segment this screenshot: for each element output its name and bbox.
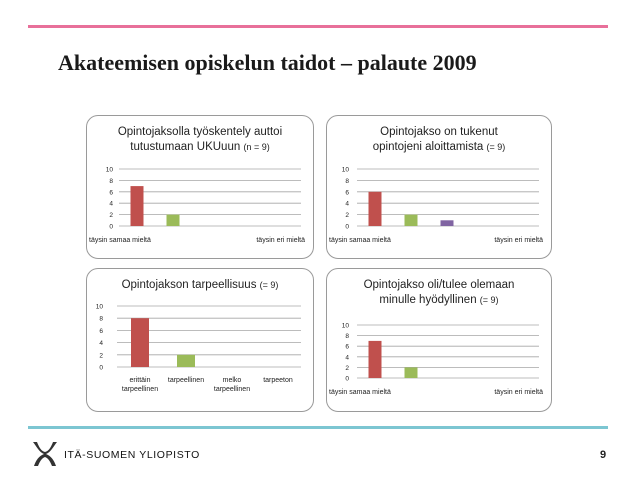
x-category-label: tarpeellinen	[167, 377, 205, 384]
y-tick-label: 2	[345, 212, 349, 220]
y-tick-label: 2	[109, 212, 113, 220]
y-tick-label: 6	[345, 189, 349, 197]
y-tick-label: 6	[109, 189, 113, 197]
y-tick-label: 0	[109, 223, 113, 231]
x-category-label: täysin samaa mieltä	[89, 237, 151, 244]
x-category-label: täysin eri mieltä	[256, 237, 305, 244]
x-category-label: melko	[222, 377, 242, 384]
bar-1	[369, 341, 382, 378]
page-number: 9	[600, 449, 607, 461]
x-category-label: tarpeellinen	[121, 386, 159, 393]
y-tick-label: 4	[109, 200, 113, 208]
y-tick-label: 4	[99, 340, 103, 348]
chart-title-line1: Opintojakso oli/tulee olemaan	[363, 279, 515, 291]
chart-panel-aloittaminen	[326, 115, 552, 259]
y-tick-label: 10	[105, 166, 113, 174]
y-tick-label: 8	[109, 177, 113, 185]
chart-panel-tarpeellisuus	[86, 268, 314, 412]
y-tick-label: 2	[345, 364, 349, 372]
y-tick-label: 6	[345, 343, 349, 351]
x-category-label: erittäin	[129, 377, 151, 384]
bar-2	[405, 367, 418, 378]
bar-1	[369, 192, 382, 226]
footer-university-name: ITÄ-SUOMEN YLIOPISTO	[64, 449, 200, 461]
y-tick-label: 8	[345, 333, 349, 341]
bar-chart	[327, 269, 551, 411]
y-tick-label: 0	[345, 223, 349, 231]
chart-n-label: (n = 9)	[243, 142, 270, 152]
y-tick-label: 6	[99, 327, 103, 335]
y-tick-label: 0	[99, 364, 103, 372]
bar-chart	[87, 269, 313, 411]
y-tick-label: 8	[345, 177, 349, 185]
y-tick-label: 4	[345, 354, 349, 362]
y-tick-label: 10	[95, 303, 103, 311]
y-tick-label: 8	[99, 315, 103, 323]
x-category-label: täysin eri mieltä	[494, 389, 543, 396]
bottom-rule	[28, 426, 608, 429]
bar-1	[131, 318, 149, 367]
x-category-label: tarpeellinen	[213, 386, 251, 393]
bar-chart	[87, 116, 313, 258]
y-tick-label: 10	[341, 322, 349, 330]
y-tick-label: 2	[99, 352, 103, 360]
chart-n-label: (= 9)	[479, 295, 499, 305]
x-category-label: täysin samaa mieltä	[329, 237, 391, 244]
chart-panel-hyodyllinen	[326, 268, 552, 412]
chart-title-line2: minulle hyödyllinen	[379, 294, 477, 306]
x-category-label: täysin samaa mieltä	[329, 389, 391, 396]
y-tick-label: 0	[345, 375, 349, 383]
y-tick-label: 4	[345, 200, 349, 208]
chart-title-line2: opintojeni aloittamista	[372, 141, 484, 153]
chart-title-line1: Opintojaksolla työskentely auttoi	[117, 126, 283, 138]
bar-2	[405, 215, 418, 226]
university-logo-icon	[30, 438, 60, 468]
chart-title-line2: tutustumaan UKUuun	[130, 141, 241, 153]
bar-3	[441, 220, 454, 226]
x-category-label: täysin eri mieltä	[494, 237, 543, 244]
chart-title-line1: Opintojakso on tukenut	[380, 126, 498, 138]
chart-panel-ukuun	[86, 115, 314, 259]
x-category-label: tarpeeton	[263, 377, 293, 384]
slide-title: Akateemisen opiskelun taidot – palaute 2009	[58, 50, 477, 75]
bar-chart	[327, 116, 551, 258]
chart-n-label: (= 9)	[259, 280, 279, 290]
top-rule	[28, 25, 608, 28]
bar-1	[131, 186, 144, 226]
bar-2	[177, 355, 195, 367]
y-tick-label: 10	[341, 166, 349, 174]
chart-n-label: (= 9)	[486, 142, 506, 152]
chart-title-line1: Opintojakson tarpeellisuus	[121, 279, 257, 291]
bar-2	[167, 215, 180, 226]
